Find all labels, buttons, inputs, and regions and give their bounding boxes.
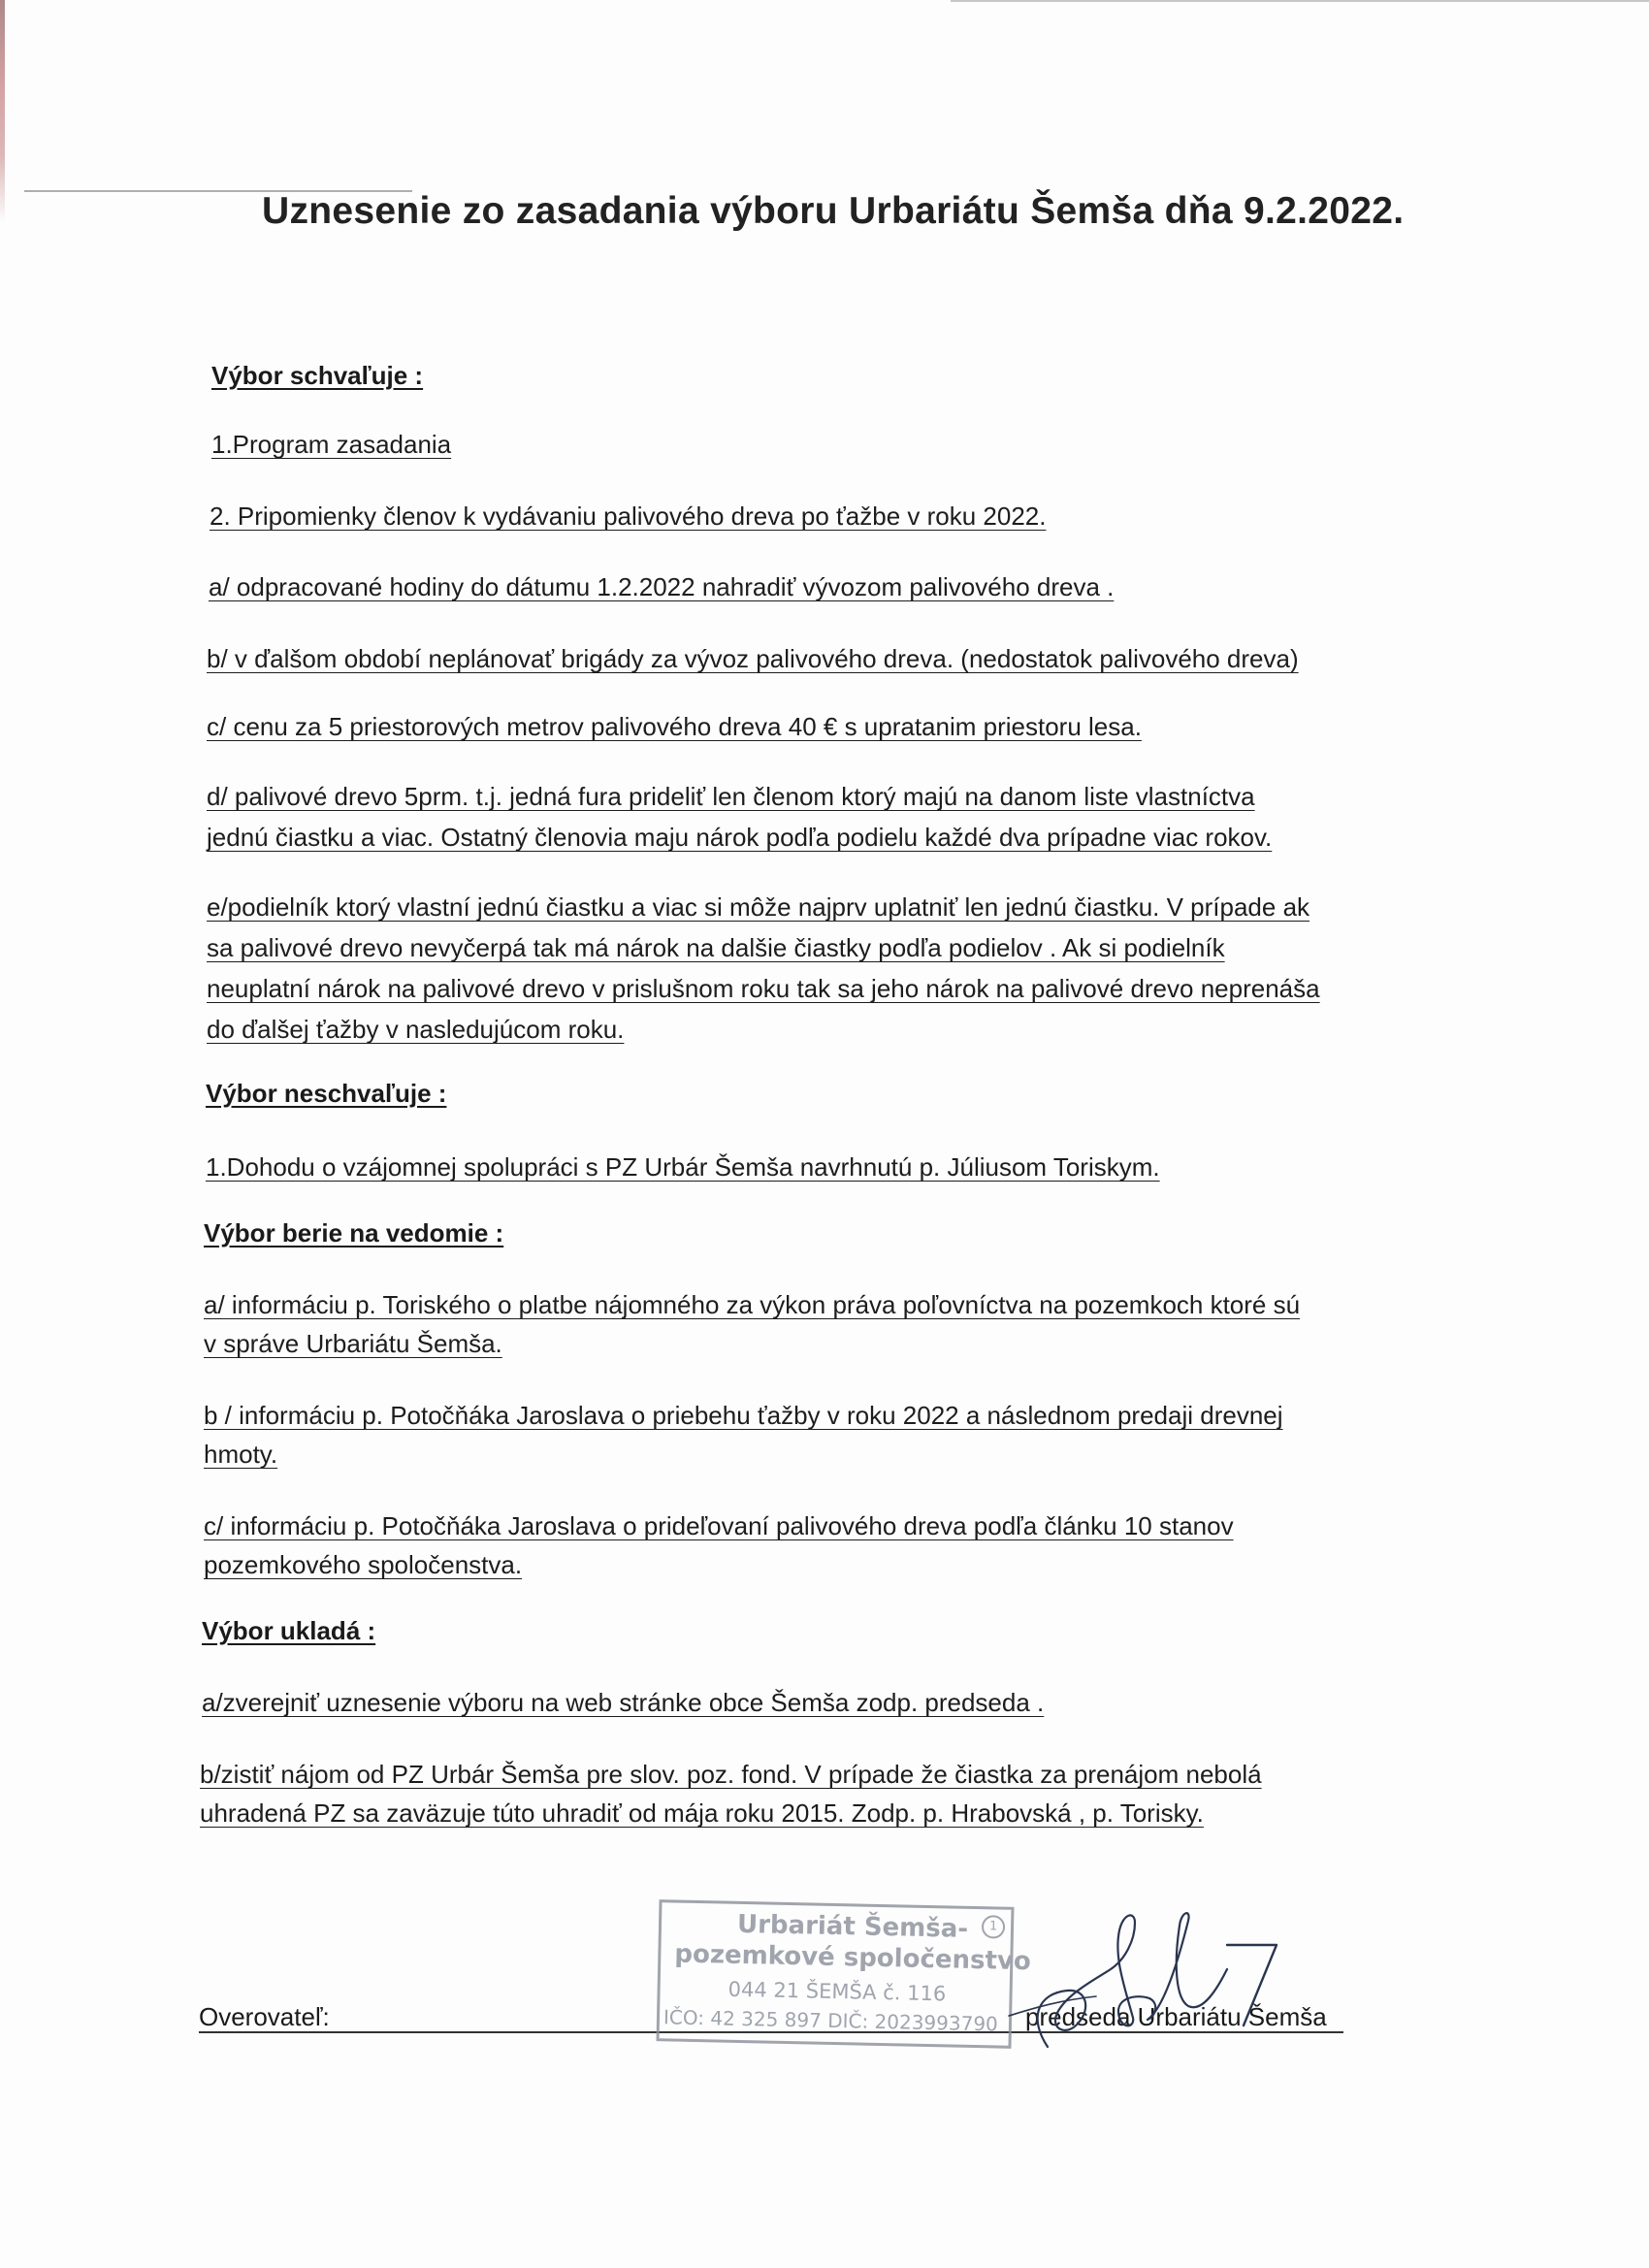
approves-line: do ďalšej ťažby v nasledujúcom roku. bbox=[207, 1015, 625, 1044]
scan-top-line bbox=[951, 0, 1649, 2]
assigns-line: b/zistiť nájom od PZ Urbár Šemša pre slov. poz. fond. V prípade že čiastka za prenájom nebolá bbox=[200, 1760, 1262, 1789]
approves-line: jednú čiastku a viac. Ostatný členovia maju nárok podľa podielu každé dva prípadne viac rokov. bbox=[207, 823, 1273, 852]
handwritten-signature bbox=[989, 1901, 1300, 2066]
approves-line: b/ v ďalšom období neplánovať brigády za vývoz palivového dreva. (nedostatok palivového dreva) bbox=[207, 644, 1299, 673]
notes-line: pozemkového spoločenstva. bbox=[204, 1550, 523, 1579]
disapproves-line: 1.Dohodu o vzájomnej spolupráci s PZ Urbár Šemša navrhnutú p. Júliusom Toriskym. bbox=[206, 1152, 1160, 1182]
notes-line: b / informáciu p. Potočňáka Jaroslava o priebehu ťažby v roku 2022 a následnom predaji drevnej bbox=[204, 1401, 1283, 1430]
approves-line: c/ cenu za 5 priestorových metrov palivového dreva 40 € s upratanim priestoru lesa. bbox=[207, 712, 1142, 741]
notes-line: a/ informáciu p. Toriského o platbe nájomného za výkon práva poľovníctva na pozemkoch ktoré sú bbox=[204, 1290, 1301, 1319]
heading-notes: Výbor berie na vedomie : bbox=[204, 1218, 504, 1247]
heading-disapproves: Výbor neschvaľuje : bbox=[206, 1079, 447, 1108]
document-title: Uznesenie zo zasadania výboru Urbariátu Šemša dňa 9.2.2022. bbox=[262, 190, 1405, 232]
notes-line: hmoty. bbox=[204, 1440, 278, 1469]
assigns-line: uhradená PZ sa zaväzuje túto uhradiť od mája roku 2015. Zodp. p. Hrabovská , p. Torisky. bbox=[200, 1798, 1204, 1828]
notes-line: v správe Urbariátu Šemša. bbox=[204, 1329, 502, 1358]
approves-line: sa palivové drevo nevyčerpá tak má nárok na dalšie čiastky podľa podielov . Ak si podielník bbox=[207, 933, 1225, 962]
chair-label: predseda Urbariátu Šemša bbox=[1025, 2002, 1327, 2031]
stamp-line: IČO: 42 325 897 DIČ: 2023993790 bbox=[663, 2005, 999, 2036]
verifier-label: Overovateľ: bbox=[199, 2002, 330, 2031]
notes-line: c/ informáciu p. Potočňáka Jaroslava o prideľovaní palivového dreva podľa článku 10 stanov bbox=[204, 1511, 1234, 1540]
approves-line: e/podielník ktorý vlastní jednú čiastku a viac si môže najprv uplatniť len jednú čiastku. V prípade ak bbox=[207, 892, 1310, 922]
stamp-line: Urbariát Šemša- bbox=[736, 1909, 969, 1944]
heading-assigns: Výbor ukladá : bbox=[202, 1616, 376, 1645]
approves-line: neuplatní nárok na palivové drevo v prislušnom roku tak sa jeho nárok na palivové drevo neprenáša bbox=[207, 974, 1320, 1003]
approves-line: a/ odpracované hodiny do dátumu 1.2.2022 nahradiť vývozom palivového dreva . bbox=[209, 572, 1115, 601]
scan-edge-artifact bbox=[0, 0, 5, 223]
stamp-line: 044 21 ŠEMŠA č. 116 bbox=[728, 1977, 947, 2006]
stamp-number-icon: 1 bbox=[982, 1915, 1005, 1938]
approves-line: 1.Program zasadania bbox=[211, 430, 452, 459]
organization-stamp bbox=[657, 1899, 1032, 2049]
approves-line: d/ palivové drevo 5prm. t.j. jedná fura prideliť len členom ktorý majú na danom liste vlastníctva bbox=[207, 782, 1255, 811]
heading-approves: Výbor schvaľuje : bbox=[211, 361, 424, 390]
approves-line: 2. Pripomienky členov k vydávaniu palivového dreva po ťažbe v roku 2022. bbox=[210, 502, 1047, 531]
assigns-line: a/zverejniť uznesenie výboru na web stránke obce Šemša zodp. predseda . bbox=[202, 1688, 1045, 1717]
stamp-line: pozemkové spoločenstvo bbox=[674, 1939, 1032, 1977]
